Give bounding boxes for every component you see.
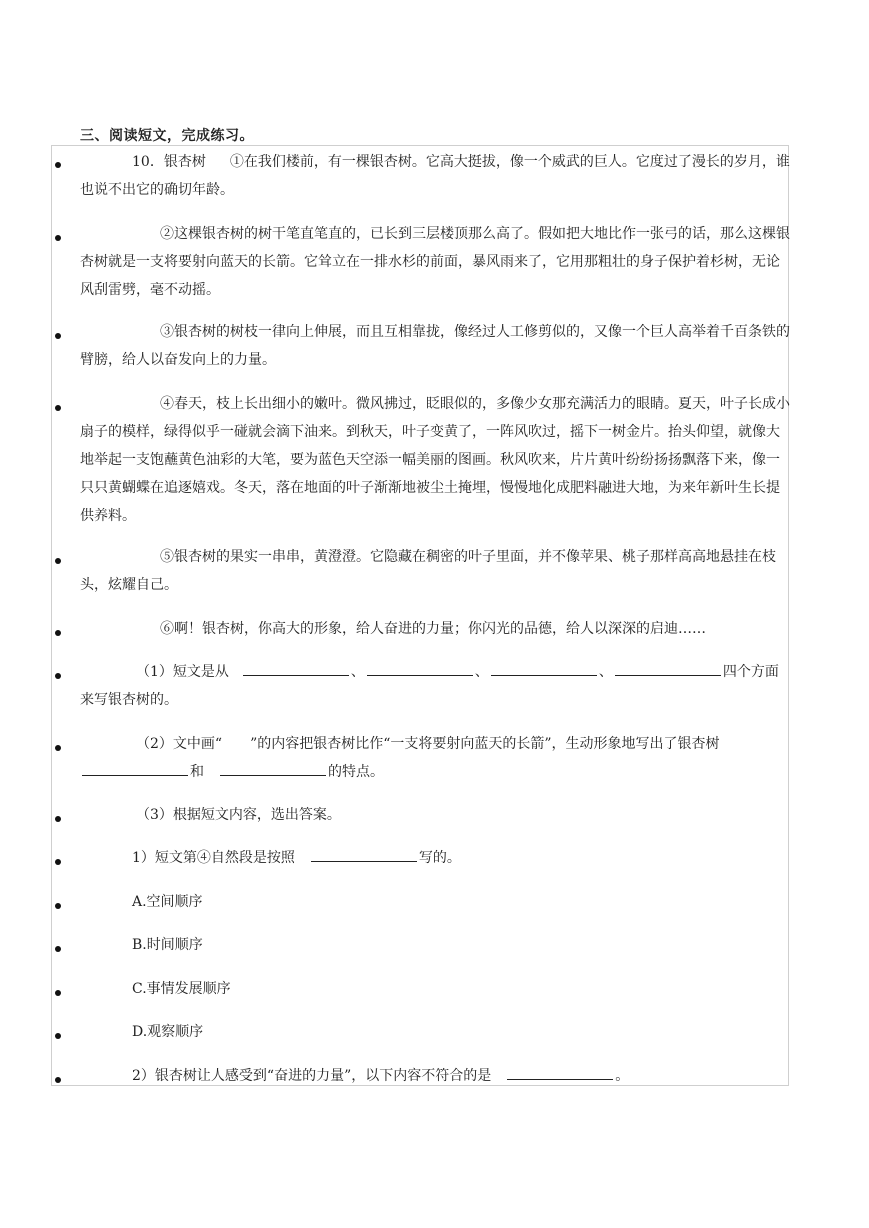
question-3-1: 1）短文第④自然段是按照 写的。 bbox=[80, 844, 790, 872]
paragraph-4: ④春天，枝上长出细小的嫩叶。微风拂过，眨眼似的，多像少女那充满活力的眼睛。夏天，叶子长成小扇子的模样，绿得似乎一碰就会滴下油来。到秋天，叶子变黄了，一阵风吹过，摇下一树金片。抬头仰望，就像大地举起一支饱蘸黄色油彩的大笔，要为蓝色天空添一幅美丽的图画。秋风吹来，片片黄叶纷纷扬扬飘落下来，像一只只黄蝴蝶在追逐嬉戏。冬天，落在地面的叶子渐渐地被尘土掩埋，慢慢地化成肥料融进大地，为来年新叶生长提供养料。 bbox=[80, 396, 790, 524]
bullet bbox=[55, 903, 61, 909]
paragraph-1-text: ①在我们楼前，有一棵银杏树。它高大挺拔，像一个威武的巨人。它度过了漫长的岁月，谁也说不出它的确切年龄。 bbox=[80, 154, 790, 198]
answer-blank[interactable] bbox=[367, 660, 473, 676]
bullet bbox=[55, 333, 61, 339]
answer-blank[interactable] bbox=[82, 760, 188, 776]
bullet bbox=[55, 1033, 61, 1039]
option-c[interactable]: C.事情发展顺序 bbox=[132, 981, 231, 997]
bullet bbox=[55, 630, 61, 636]
bullet bbox=[55, 235, 61, 241]
paragraph-1 bbox=[80, 148, 790, 204]
question-number: 10．银杏树 bbox=[132, 154, 206, 170]
bullet bbox=[55, 1077, 61, 1083]
bullet bbox=[55, 558, 61, 564]
bullet bbox=[55, 946, 61, 952]
paragraph-3: ③银杏树的树枝一律向上伸展，而且互相靠拢，像经过人工修剪似的，又像一个巨人高举着千百条铁的臂膀，给人以奋发向上的力量。 bbox=[80, 324, 790, 368]
option-a[interactable]: A.空间顺序 bbox=[132, 894, 203, 910]
option-d[interactable]: D.观察顺序 bbox=[132, 1024, 204, 1040]
section-title: 三、阅读短文，完成练习。 bbox=[80, 128, 254, 144]
question-2: （2）文中画“ ”的内容把银杏树比作“一支将要射向蓝天的长箭”，生动形象地写出了银杏树和 的特点。 bbox=[80, 730, 790, 786]
question-3: （3）根据短文内容，选出答案。 bbox=[136, 807, 341, 823]
bullet bbox=[55, 162, 61, 168]
answer-blank[interactable] bbox=[220, 760, 326, 776]
reading-box bbox=[51, 145, 789, 1086]
paragraph-5: ⑤银杏树的果实一串串，黄澄澄。它隐藏在稠密的叶子里面，并不像苹果、桃子那样高高地悬挂在枝头，炫耀自己。 bbox=[80, 549, 776, 593]
bullet bbox=[55, 816, 61, 822]
bullet bbox=[55, 859, 61, 865]
bullet bbox=[55, 990, 61, 996]
question-3-2: 2）银杏树让人感受到“奋进的力量”，以下内容不符合的是 。 bbox=[80, 1062, 790, 1090]
answer-blank[interactable] bbox=[615, 660, 721, 676]
option-b[interactable]: B.时间顺序 bbox=[132, 937, 203, 953]
question-1: （1）短文是从 、 、 、 四个方面来写银杏树的。 bbox=[80, 658, 790, 714]
answer-blank[interactable] bbox=[491, 660, 597, 676]
paragraph-2: ②这棵银杏树的树干笔直笔直的，已长到三层楼顶那么高了。假如把大地比作一张弓的话，那么这棵银杏树就是一支将要射向蓝天的长箭。它耸立在一排水杉的前面，暴风雨来了，它用那粗壮的身子保护着杉树，无论风刮雷劈，毫不动摇。 bbox=[80, 226, 790, 298]
answer-blank[interactable] bbox=[311, 846, 417, 862]
paragraph-6: ⑥啊！银杏树，你高大的形象，给人奋进的力量；你闪光的品德，给人以深深的启迪…… bbox=[160, 621, 706, 637]
bullet bbox=[55, 673, 61, 679]
answer-blank[interactable] bbox=[507, 1064, 613, 1080]
bullet bbox=[55, 405, 61, 411]
answer-blank[interactable] bbox=[243, 660, 349, 676]
bullet bbox=[55, 745, 61, 751]
